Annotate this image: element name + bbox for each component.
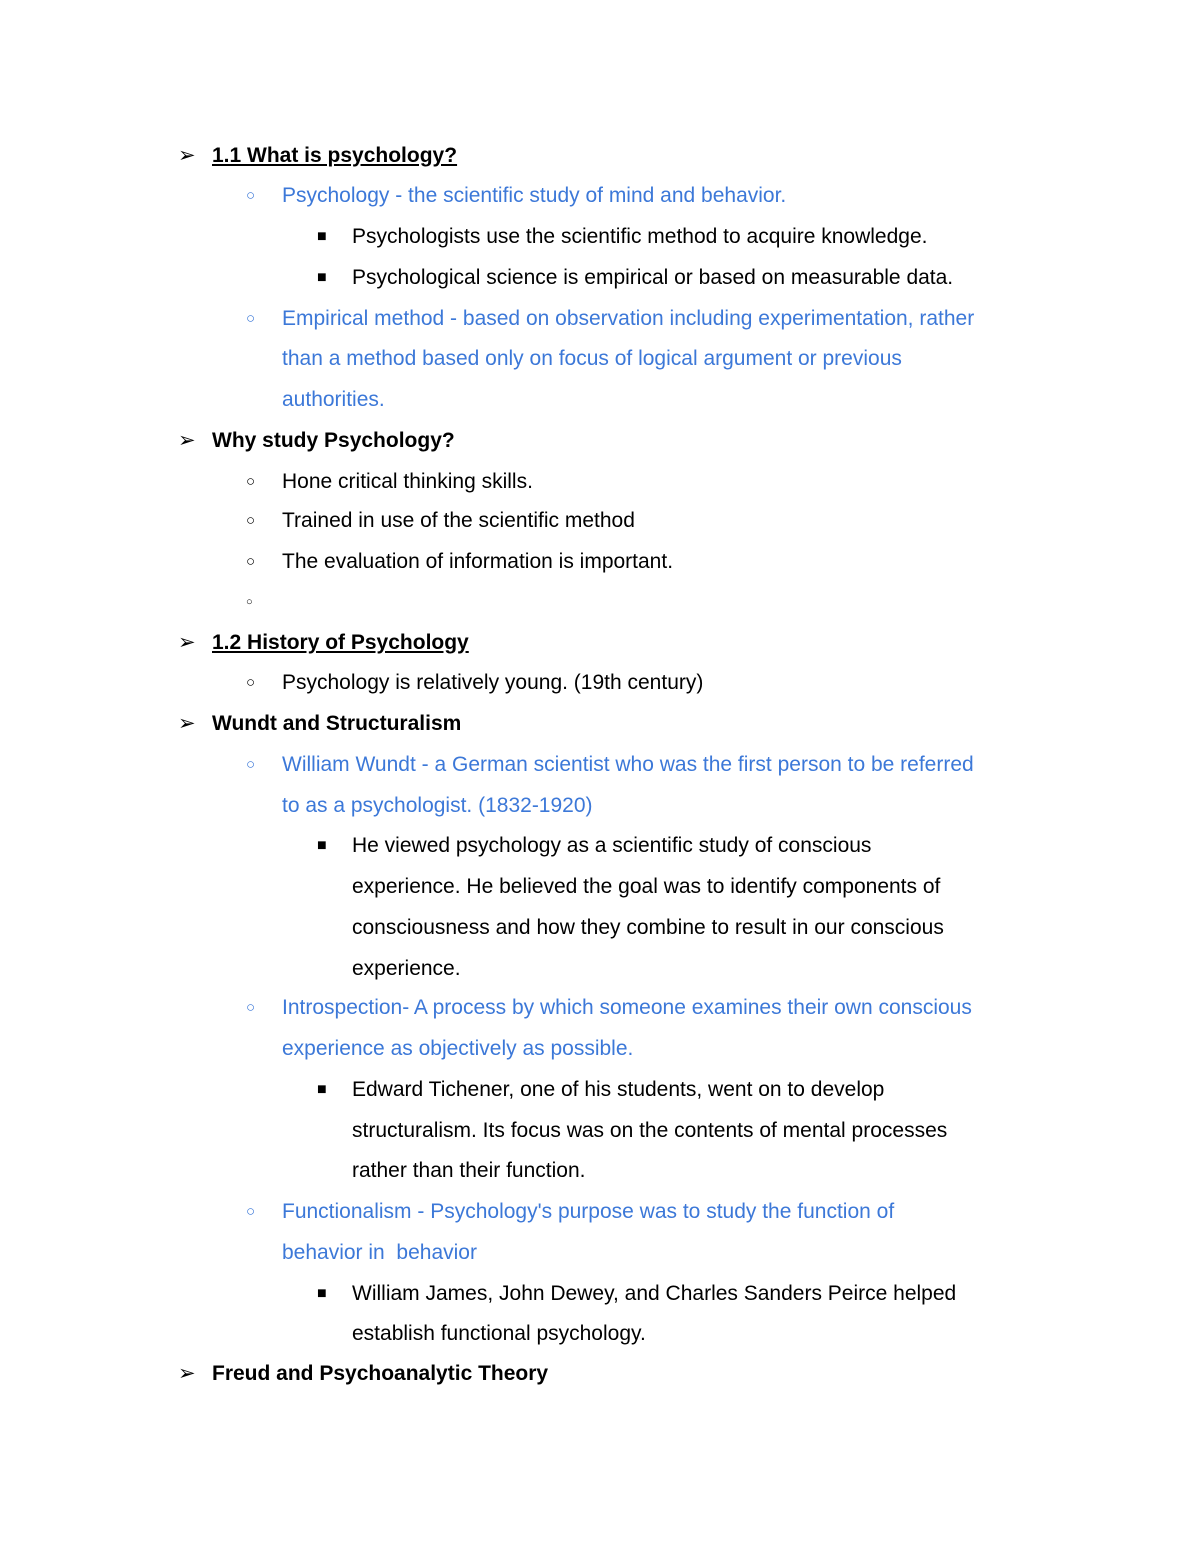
- circle-bullet-icon: ○: [246, 596, 253, 608]
- arrow-bullet-icon: ➢: [178, 712, 196, 735]
- definition-text: experience as objectively as possible.: [282, 1037, 634, 1060]
- definition-text: Psychology - the scientific study of mind and behavior.: [282, 184, 787, 207]
- square-bullet-icon: ■: [317, 228, 327, 245]
- list-item: Psychological science is empirical or based on measurable data.: [352, 266, 954, 289]
- definition-text: Empirical method - based on observation including experimentation, rather: [282, 307, 975, 330]
- list-item: Edward Tichener, one of his students, went on to develop: [352, 1078, 885, 1101]
- list-item: Trained in use of the scientific method: [282, 509, 635, 532]
- list-item: establish functional psychology.: [352, 1322, 646, 1345]
- definition-text: William Wundt - a German scientist who was the first person to be referred: [282, 753, 974, 776]
- list-item: He viewed psychology as a scientific study of conscious: [352, 834, 872, 857]
- circle-bullet-icon: ○: [246, 674, 256, 691]
- square-bullet-icon: ■: [317, 269, 327, 286]
- definition-text: behavior in behavior: [282, 1241, 477, 1264]
- definition-text: Introspection- A process by which someone examines their own conscious: [282, 996, 972, 1019]
- circle-bullet-icon: ○: [246, 310, 256, 327]
- circle-bullet-icon: ○: [246, 473, 256, 490]
- arrow-bullet-icon: ➢: [178, 429, 196, 452]
- circle-bullet-icon: ○: [246, 553, 256, 570]
- list-item: Psychologists use the scientific method to acquire knowledge.: [352, 225, 928, 248]
- arrow-bullet-icon: ➢: [178, 631, 196, 654]
- list-item: The evaluation of information is important.: [282, 550, 674, 573]
- definition-text: to as a psychologist. (1832-1920): [282, 794, 593, 817]
- section-heading: Why study Psychology?: [212, 429, 455, 452]
- list-item: Hone critical thinking skills.: [282, 470, 533, 493]
- list-item: structuralism. Its focus was on the contents of mental processes: [352, 1119, 948, 1142]
- square-bullet-icon: ■: [317, 837, 327, 854]
- circle-bullet-icon: ○: [246, 512, 256, 529]
- section-heading: 1.1 What is psychology?: [212, 144, 458, 167]
- section-heading: Freud and Psychoanalytic Theory: [212, 1362, 549, 1385]
- square-bullet-icon: ■: [317, 1285, 327, 1302]
- circle-bullet-icon: ○: [246, 999, 256, 1016]
- section-heading: 1.2 History of Psychology: [212, 631, 469, 654]
- list-item: William James, John Dewey, and Charles Sanders Peirce helped: [352, 1282, 957, 1305]
- arrow-bullet-icon: ➢: [178, 144, 196, 167]
- circle-bullet-icon: ○: [246, 1203, 256, 1220]
- list-item: Psychology is relatively young. (19th century): [282, 671, 704, 694]
- definition-text: authorities.: [282, 388, 385, 411]
- circle-bullet-icon: ○: [246, 187, 256, 204]
- arrow-bullet-icon: ➢: [178, 1362, 196, 1385]
- circle-bullet-icon: ○: [246, 756, 256, 773]
- list-item: experience.: [352, 957, 461, 980]
- definition-text: Functionalism - Psychology's purpose was to study the function of: [282, 1200, 895, 1223]
- list-item: rather than their function.: [352, 1159, 586, 1182]
- section-heading: Wundt and Structuralism: [212, 712, 462, 735]
- square-bullet-icon: ■: [317, 1081, 327, 1098]
- list-item: consciousness and how they combine to result in our conscious: [352, 916, 944, 939]
- definition-text: than a method based only on focus of logical argument or previous: [282, 347, 902, 370]
- list-item: experience. He believed the goal was to identify components of: [352, 875, 941, 898]
